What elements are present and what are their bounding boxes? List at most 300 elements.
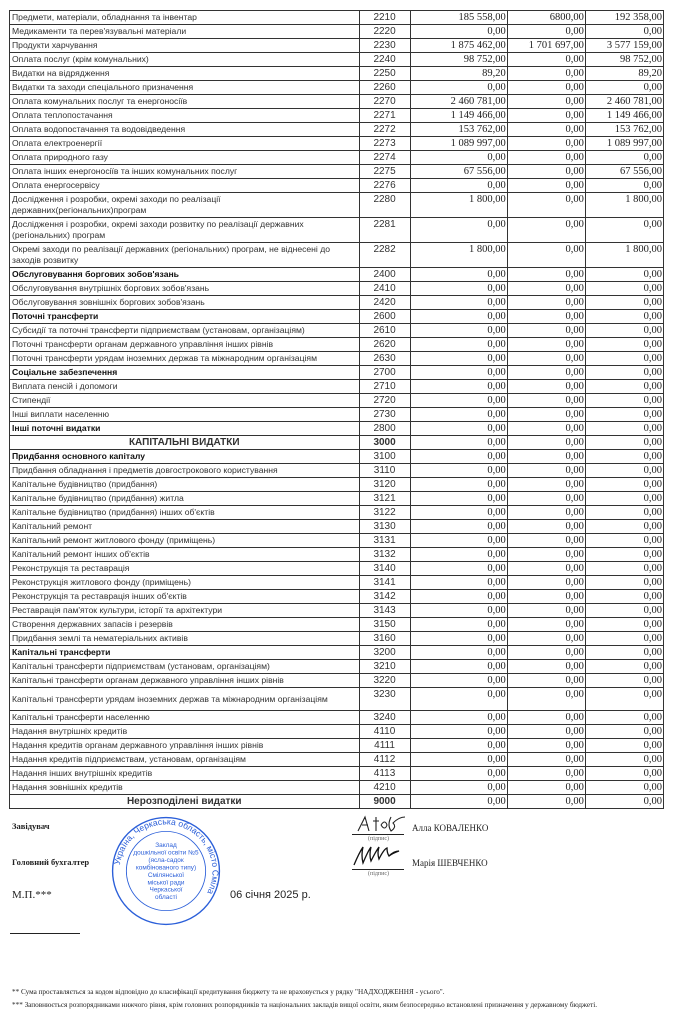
row-label: Реконструкція житлового фонду (приміщень) [10, 576, 360, 590]
row-code: 3200 [359, 646, 410, 660]
row-code: 3121 [359, 492, 410, 506]
table-row [10, 739, 664, 753]
row-value-col4: 0,00 [507, 464, 585, 478]
row-value-col4: 0,00 [507, 408, 585, 422]
row-value-col4: 0,00 [507, 590, 585, 604]
row-value-col3: 0,00 [410, 753, 507, 767]
row-value-col3: 0,00 [410, 520, 507, 534]
row-code: 3142 [359, 590, 410, 604]
table-row [10, 436, 664, 450]
row-value-col5: 0,00 [585, 478, 663, 492]
stamp-inner-line: дошкільної освіти №5 [133, 849, 199, 857]
row-code: 3120 [359, 478, 410, 492]
row-value-col4: 0,00 [507, 151, 585, 165]
table-row [10, 562, 664, 576]
table-row [10, 296, 664, 310]
row-value-col4: 0,00 [507, 576, 585, 590]
table-row [10, 478, 664, 492]
row-label: Оплата енергосервісу [10, 179, 360, 193]
row-label: Реконструкція та реставрація інших об'єктів [10, 590, 360, 604]
row-value-col5: 0,00 [585, 576, 663, 590]
row-label: Придбання землі та нематеріальних активів [10, 632, 360, 646]
row-value-col4: 0,00 [507, 534, 585, 548]
row-code: 2220 [359, 25, 410, 39]
row-value-col5: 0,00 [585, 632, 663, 646]
table-row [10, 767, 664, 781]
row-value-col5: 0,00 [585, 352, 663, 366]
row-value-col5: 0,00 [585, 711, 663, 725]
row-value-col4: 0,00 [507, 506, 585, 520]
row-value-col3: 0,00 [410, 534, 507, 548]
row-value-col3: 0,00 [410, 688, 507, 711]
table-row [10, 25, 664, 39]
row-value-col3: 0,00 [410, 711, 507, 725]
row-value-col5: 153 762,00 [585, 123, 663, 137]
row-label: Видатки на відрядження [10, 67, 360, 81]
row-label: Нерозподілені видатки [10, 795, 360, 809]
row-label: КАПІТАЛЬНІ ВИДАТКИ [10, 436, 360, 450]
row-value-col3: 1 800,00 [410, 193, 507, 218]
row-value-col3: 0,00 [410, 590, 507, 604]
row-value-col4: 0,00 [507, 67, 585, 81]
row-value-col3: 98 752,00 [410, 53, 507, 67]
row-code: 9000 [359, 795, 410, 809]
row-code: 2270 [359, 95, 410, 109]
row-value-col3: 0,00 [410, 646, 507, 660]
row-code: 3132 [359, 548, 410, 562]
row-value-col4: 0,00 [507, 795, 585, 809]
row-label: Дослідження і розробки, окремі заходи розвитку по реалізації державних (регіональних) програм [10, 218, 360, 243]
row-code: 4111 [359, 739, 410, 753]
expenditure-table [9, 10, 664, 809]
table-row [10, 604, 664, 618]
row-label: Оплата послуг (крім комунальних) [10, 53, 360, 67]
row-value-col4: 0,00 [507, 422, 585, 436]
notes-separator [10, 933, 80, 934]
row-value-col4: 0,00 [507, 674, 585, 688]
accountant-signature-hint: (підпис) [368, 871, 390, 877]
row-value-col4: 0,00 [507, 243, 585, 268]
stamp-place-mark: М.П.*** [12, 889, 52, 901]
row-code: 3000 [359, 436, 410, 450]
row-value-col4: 0,00 [507, 520, 585, 534]
row-value-col3: 0,00 [410, 506, 507, 520]
row-value-col4: 0,00 [507, 604, 585, 618]
row-label: Надання внутрішніх кредитів [10, 725, 360, 739]
row-label: Видатки та заходи спеціального призначення [10, 81, 360, 95]
head-signature-hint: (підпис) [368, 836, 390, 842]
row-value-col3: 0,00 [410, 81, 507, 95]
row-value-col3: 67 556,00 [410, 165, 507, 179]
row-label: Оплата електроенергії [10, 137, 360, 151]
table-row [10, 165, 664, 179]
table-row [10, 380, 664, 394]
row-value-col3: 0,00 [410, 296, 507, 310]
table-row [10, 53, 664, 67]
row-value-col4: 0,00 [507, 753, 585, 767]
stamp-inner-line: області [155, 894, 177, 902]
row-value-col3: 0,00 [410, 632, 507, 646]
row-value-col3: 153 762,00 [410, 123, 507, 137]
row-value-col3: 0,00 [410, 422, 507, 436]
row-label: Поточні трансферти урядам іноземних держав та міжнародним організаціям [10, 352, 360, 366]
row-value-col4: 0,00 [507, 218, 585, 243]
row-code: 2610 [359, 324, 410, 338]
row-value-col5: 0,00 [585, 739, 663, 753]
row-value-col3: 0,00 [410, 366, 507, 380]
row-code: 2281 [359, 218, 410, 243]
row-value-col5: 0,00 [585, 464, 663, 478]
row-label: Капітальне будівництво (придбання) [10, 478, 360, 492]
row-value-col3: 89,20 [410, 67, 507, 81]
row-value-col3: 0,00 [410, 562, 507, 576]
row-label: Субсидії та поточні трансферти підприємствам (установам, організаціям) [10, 324, 360, 338]
accountant-name: Марія ШЕВЧЕНКО [412, 858, 488, 868]
row-value-col3: 0,00 [410, 352, 507, 366]
row-value-col5: 0,00 [585, 81, 663, 95]
row-label: Обслуговування боргових зобов'язань [10, 268, 360, 282]
row-value-col5: 0,00 [585, 506, 663, 520]
row-code: 2275 [359, 165, 410, 179]
row-label: Оплата теплопостачання [10, 109, 360, 123]
row-label: Надання зовнішніх кредитів [10, 781, 360, 795]
row-value-col4: 0,00 [507, 632, 585, 646]
row-value-col5: 0,00 [585, 674, 663, 688]
table-row [10, 338, 664, 352]
accountant-role: Головний бухгалтер [12, 857, 90, 867]
row-value-col4: 0,00 [507, 123, 585, 137]
row-value-col4: 0,00 [507, 562, 585, 576]
row-value-col5: 1 800,00 [585, 243, 663, 268]
row-label: Капітальний ремонт інших об'єктів [10, 548, 360, 562]
row-value-col5: 0,00 [585, 618, 663, 632]
row-value-col3: 0,00 [410, 394, 507, 408]
row-value-col3: 0,00 [410, 151, 507, 165]
footnote-2: *** Заповнюється розпорядниками нижчого рівня, крім головних розпорядників та національних закладів вищої освіти, яким безпосередньо встановлені призначення у державному бюджеті. [12, 1001, 598, 1009]
row-label: Надання кредитів підприємствам, установам, організаціям [10, 753, 360, 767]
row-value-col5: 0,00 [585, 436, 663, 450]
table-row [10, 646, 664, 660]
row-value-col5: 0,00 [585, 492, 663, 506]
row-value-col3: 0,00 [410, 324, 507, 338]
row-value-col4: 0,00 [507, 53, 585, 67]
row-label: Обслуговування зовнішніх боргових зобов'язань [10, 296, 360, 310]
row-label: Продукти харчування [10, 39, 360, 53]
row-label: Капітальне будівництво (придбання) житла [10, 492, 360, 506]
row-value-col3: 0,00 [410, 767, 507, 781]
row-value-col3: 0,00 [410, 618, 507, 632]
row-label: Оплата комунальних послуг та енергоносіїв [10, 95, 360, 109]
table-row [10, 795, 664, 809]
table-row [10, 632, 664, 646]
row-code: 2260 [359, 81, 410, 95]
row-value-col4: 0,00 [507, 548, 585, 562]
row-code: 2240 [359, 53, 410, 67]
row-value-col5: 2 460 781,00 [585, 95, 663, 109]
row-value-col5: 0,00 [585, 268, 663, 282]
row-code: 4113 [359, 767, 410, 781]
row-label: Придбання основного капіталу [10, 450, 360, 464]
row-value-col5: 0,00 [585, 660, 663, 674]
row-value-col4: 0,00 [507, 193, 585, 218]
table-row [10, 506, 664, 520]
table-row [10, 67, 664, 81]
row-value-col4: 0,00 [507, 618, 585, 632]
institution-stamp [110, 815, 222, 927]
row-value-col5: 98 752,00 [585, 53, 663, 67]
table-row [10, 492, 664, 506]
row-value-col5: 89,20 [585, 67, 663, 81]
row-code: 2720 [359, 394, 410, 408]
row-label: Виплата пенсій і допомоги [10, 380, 360, 394]
row-label: Оплата водопостачання та водовідведення [10, 123, 360, 137]
table-row [10, 268, 664, 282]
row-value-col3: 0,00 [410, 781, 507, 795]
row-label: Реставрація пам'яток культури, історії та архітектури [10, 604, 360, 618]
row-value-col3: 0,00 [410, 338, 507, 352]
row-label: Окремі заходи по реалізації державних (регіональних) програм, не віднесені до заходів розвитку [10, 243, 360, 268]
row-value-col3: 0,00 [410, 450, 507, 464]
row-label: Оплата інших енергоносіїв та інших комунальних послуг [10, 165, 360, 179]
row-value-col4: 0,00 [507, 81, 585, 95]
row-value-col3: 0,00 [410, 604, 507, 618]
row-value-col4: 0,00 [507, 711, 585, 725]
row-value-col4: 0,00 [507, 781, 585, 795]
row-code: 2271 [359, 109, 410, 123]
signature-block [0, 815, 676, 985]
row-code: 3240 [359, 711, 410, 725]
row-code: 2282 [359, 243, 410, 268]
row-label: Соціальне забезпечення [10, 366, 360, 380]
row-code: 3150 [359, 618, 410, 632]
row-value-col4: 0,00 [507, 165, 585, 179]
row-value-col4: 0,00 [507, 646, 585, 660]
row-code: 3143 [359, 604, 410, 618]
table-row [10, 464, 664, 478]
table-row [10, 81, 664, 95]
row-value-col5: 0,00 [585, 520, 663, 534]
row-label: Капітальні трансферти [10, 646, 360, 660]
row-code: 3131 [359, 534, 410, 548]
table-row [10, 137, 664, 151]
row-value-col4: 0,00 [507, 725, 585, 739]
row-code: 2274 [359, 151, 410, 165]
row-value-col5: 0,00 [585, 450, 663, 464]
row-value-col5: 0,00 [585, 151, 663, 165]
row-label: Реконструкція та реставрація [10, 562, 360, 576]
row-value-col3: 0,00 [410, 674, 507, 688]
row-code: 2410 [359, 282, 410, 296]
row-label: Поточні трансферти органам державного управління інших рівнів [10, 338, 360, 352]
row-code: 2210 [359, 11, 410, 25]
table-row [10, 282, 664, 296]
row-value-col5: 1 089 997,00 [585, 137, 663, 151]
row-value-col5: 0,00 [585, 25, 663, 39]
row-value-col5: 0,00 [585, 562, 663, 576]
head-signature [355, 815, 410, 833]
row-code: 3220 [359, 674, 410, 688]
table-row [10, 422, 664, 436]
row-value-col4: 0,00 [507, 137, 585, 151]
row-code: 2620 [359, 338, 410, 352]
row-code: 2276 [359, 179, 410, 193]
table-row [10, 243, 664, 268]
table-row [10, 151, 664, 165]
row-label: Капітальні трансферти населенню [10, 711, 360, 725]
row-value-col4: 0,00 [507, 268, 585, 282]
row-code: 2700 [359, 366, 410, 380]
row-value-col5: 0,00 [585, 338, 663, 352]
row-value-col3: 0,00 [410, 795, 507, 809]
row-value-col4: 0,00 [507, 478, 585, 492]
row-value-col3: 1 875 462,00 [410, 39, 507, 53]
accountant-signature [350, 845, 410, 867]
row-value-col5: 0,00 [585, 179, 663, 193]
row-value-col5: 0,00 [585, 548, 663, 562]
row-value-col3: 0,00 [410, 464, 507, 478]
row-value-col5: 0,00 [585, 646, 663, 660]
row-value-col3: 0,00 [410, 179, 507, 193]
row-code: 3141 [359, 576, 410, 590]
row-label: Дослідження і розробки, окремі заходи по реалізації державних(регіональних)програм [10, 193, 360, 218]
row-value-col3: 0,00 [410, 548, 507, 562]
row-label: Створення державних запасів і резервів [10, 618, 360, 632]
table-row [10, 11, 664, 25]
row-code: 2272 [359, 123, 410, 137]
row-code: 2800 [359, 422, 410, 436]
row-value-col4: 1 701 697,00 [507, 39, 585, 53]
row-value-col4: 0,00 [507, 688, 585, 711]
row-value-col5: 0,00 [585, 604, 663, 618]
row-value-col5: 0,00 [585, 394, 663, 408]
table-row [10, 450, 664, 464]
stamp-inner-line: Заклад [155, 842, 177, 850]
row-value-col3: 0,00 [410, 478, 507, 492]
stamp-inner-line: Черкаської [149, 886, 183, 894]
table-row [10, 534, 664, 548]
row-code: 4210 [359, 781, 410, 795]
table-row [10, 394, 664, 408]
table-row [10, 753, 664, 767]
row-value-col4: 0,00 [507, 492, 585, 506]
row-value-col4: 0,00 [507, 436, 585, 450]
row-value-col4: 0,00 [507, 338, 585, 352]
row-code: 3140 [359, 562, 410, 576]
table-row [10, 123, 664, 137]
head-name: Алла КОВАЛЕНКО [412, 823, 489, 833]
row-value-col3: 0,00 [410, 268, 507, 282]
row-value-col4: 0,00 [507, 739, 585, 753]
row-code: 3210 [359, 660, 410, 674]
svg-text:Україна, Черкаська область, мі: Україна, Черкаська область, місто Сміла [111, 816, 221, 897]
row-label: Капітальний ремонт [10, 520, 360, 534]
row-label: Капітальні трансферти органам державного управління інших рівнів [10, 674, 360, 688]
row-code: 2600 [359, 310, 410, 324]
head-role: Завідувач [12, 821, 50, 831]
row-value-col4: 0,00 [507, 767, 585, 781]
stamp-inner-line: комбінованого типу) [135, 864, 197, 872]
row-value-col3: 1 089 997,00 [410, 137, 507, 151]
row-label: Обслуговування внутрішніх боргових зобов'язань [10, 282, 360, 296]
table-row [10, 548, 664, 562]
row-value-col3: 185 558,00 [410, 11, 507, 25]
table-row [10, 688, 664, 711]
table-row [10, 781, 664, 795]
row-label: Надання кредитів органам державного управління інших рівнів [10, 739, 360, 753]
row-code: 3130 [359, 520, 410, 534]
row-code: 4112 [359, 753, 410, 767]
row-value-col5: 192 358,00 [585, 11, 663, 25]
row-code: 4110 [359, 725, 410, 739]
row-label: Капітальні трансферти підприємствам (установам, організаціям) [10, 660, 360, 674]
row-value-col5: 0,00 [585, 590, 663, 604]
row-code: 2250 [359, 67, 410, 81]
row-value-col4: 0,00 [507, 310, 585, 324]
row-value-col5: 0,00 [585, 282, 663, 296]
table-row [10, 725, 664, 739]
row-label: Капітальне будівництво (придбання) інших об'єктів [10, 506, 360, 520]
row-value-col4: 0,00 [507, 109, 585, 123]
row-value-col5: 0,00 [585, 781, 663, 795]
row-code: 3122 [359, 506, 410, 520]
row-value-col3: 0,00 [410, 436, 507, 450]
table-row [10, 618, 664, 632]
row-code: 3100 [359, 450, 410, 464]
row-value-col3: 0,00 [410, 660, 507, 674]
row-value-col5: 0,00 [585, 422, 663, 436]
table-row [10, 109, 664, 123]
stamp-inner-line: (ясла-садок [148, 857, 184, 865]
row-value-col5: 0,00 [585, 795, 663, 809]
row-value-col5: 0,00 [585, 725, 663, 739]
row-value-col5: 1 149 466,00 [585, 109, 663, 123]
row-value-col5: 0,00 [585, 534, 663, 548]
row-code: 2230 [359, 39, 410, 53]
row-label: Стипендії [10, 394, 360, 408]
row-value-col3: 0,00 [410, 380, 507, 394]
table-row [10, 352, 664, 366]
row-label: Інші поточні видатки [10, 422, 360, 436]
row-value-col4: 0,00 [507, 380, 585, 394]
row-value-col5: 0,00 [585, 380, 663, 394]
row-value-col3: 1 149 466,00 [410, 109, 507, 123]
row-value-col4: 0,00 [507, 660, 585, 674]
row-value-col3: 1 800,00 [410, 243, 507, 268]
table-row [10, 324, 664, 338]
row-value-col3: 0,00 [410, 576, 507, 590]
row-value-col4: 0,00 [507, 179, 585, 193]
row-code: 3110 [359, 464, 410, 478]
row-value-col3: 0,00 [410, 739, 507, 753]
row-value-col5: 0,00 [585, 324, 663, 338]
report-date: 06 січня 2025 р. [230, 889, 311, 901]
row-value-col3: 0,00 [410, 408, 507, 422]
table-row [10, 711, 664, 725]
row-label: Предмети, матеріали, обладнання та інвентар [10, 11, 360, 25]
table-row [10, 310, 664, 324]
stamp-inner-line: міської ради [147, 879, 185, 887]
row-code: 3230 [359, 688, 410, 711]
table-row [10, 576, 664, 590]
row-code: 2280 [359, 193, 410, 218]
row-value-col5: 1 800,00 [585, 193, 663, 218]
row-value-col3: 0,00 [410, 218, 507, 243]
row-value-col4: 0,00 [507, 394, 585, 408]
row-value-col5: 0,00 [585, 408, 663, 422]
row-value-col4: 0,00 [507, 366, 585, 380]
row-value-col4: 0,00 [507, 324, 585, 338]
row-value-col3: 0,00 [410, 25, 507, 39]
